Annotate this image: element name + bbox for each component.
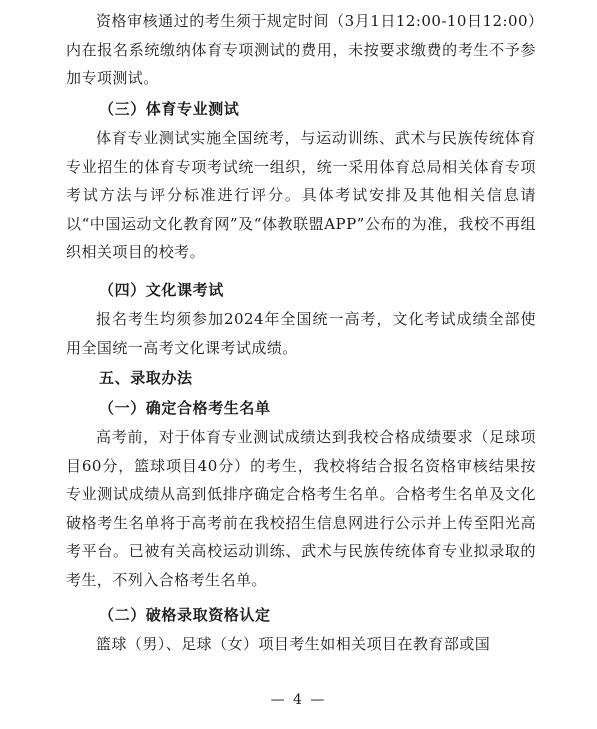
heading-culture-test: （四）文化课考试 [99,281,224,299]
page-number: — 4 — [270,692,327,708]
sports-test-paragraph: 体育专业测试实施全国统考，与运动训练、武术与民族传统体育专业招生的体育专项考试统一组织，统一采用体育总局相关体育专项考试方法与评分标准进行评分。具体考试安排及其他相关信息请以“中国运动文化教育网”及“体教联盟APP”公布的为准，我校不再组织相关项目的校考。 [66,129,536,261]
heading-qualified-list: （一）确定合格考生名单 [99,399,271,417]
heading-exceptional: （二）破格录取资格认定 [99,606,271,624]
fee-paragraph: 资格审核通过的考生须于规定时间（3月1日12:00-10日12:00）内在报名系统缴纳体育专项测试的费用，未按要求缴费的考生不予参加专项测试。 [66,12,536,87]
qualified-list-paragraph: 高考前，对于体育专业测试成绩达到我校合格成绩要求（足球项目60分，篮球项目40分）的考生，我校将结合报名资格审核结果按专业测试成绩从高到低排序确定合格考生名单。合格考生名单及文化破格考生名单将于高考前在我校招生信息网进行公示并上传至阳光高考平台。已被有关高校运动训练、武术与民族传统体育专业拟录取的考生，不列入合格考生名单。 [66,428,536,589]
heading-sports-test: （三）体育专业测试 [99,100,240,118]
exceptional-paragraph: 篮球（男）、足球（女）项目考生如相关项目在教育部或国 [96,635,491,653]
culture-test-paragraph: 报名考生均须参加2024年全国统一高考，文化考试成绩全部使用全国统一高考文化课考试成绩。 [66,310,536,357]
heading-admission: 五、录取办法 [99,369,193,387]
